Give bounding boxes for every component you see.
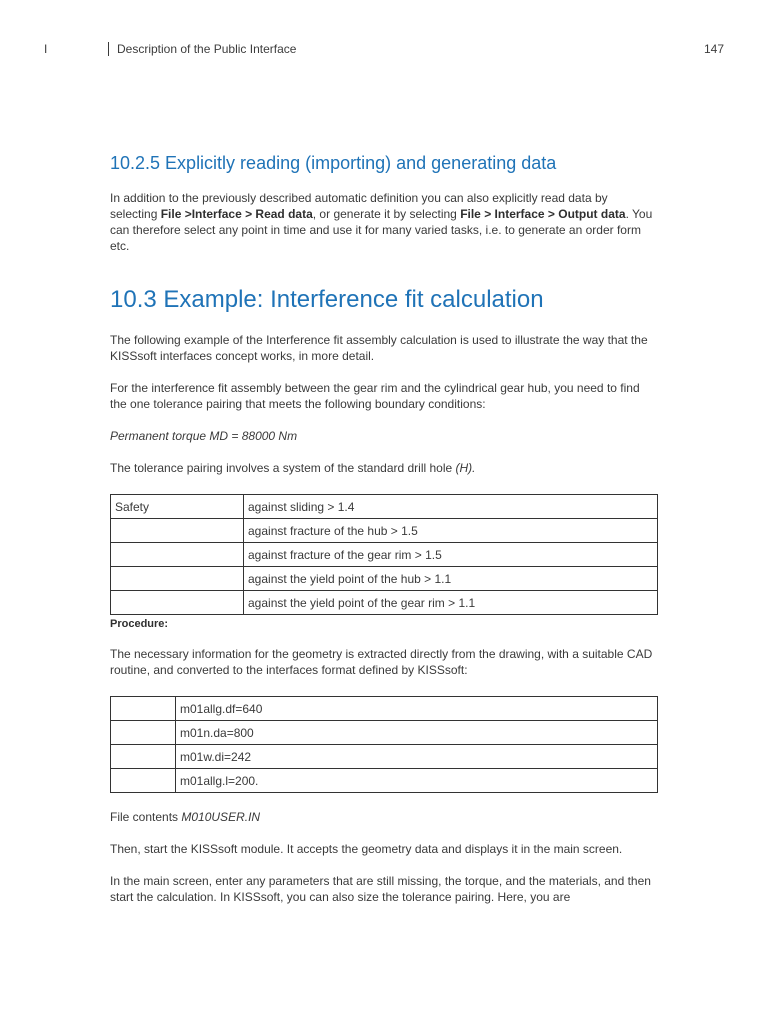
tolerance-text: The tolerance pairing involves a system of the standard drill hole <box>110 461 456 475</box>
tolerance-symbol: (H). <box>455 461 476 475</box>
table-cell <box>111 721 176 745</box>
table-row <box>111 769 658 793</box>
section-103-heading: 10.3 Example: Interference fit calculation <box>110 286 544 313</box>
p1-text-a: In addition to the previously described automatic definition you can also explicitly read data by selecting <box>110 191 608 221</box>
file-contents-line <box>110 809 658 825</box>
table-cell <box>111 697 176 721</box>
table-row <box>111 567 658 591</box>
header-title: Description of the Public Interface <box>117 42 297 56</box>
p1-text-c: , or generate it by selecting <box>312 207 461 221</box>
table-row <box>111 745 658 769</box>
boundary-paragraph: For the interference fit assembly between the gear rim and the cylindrical gear hub, you need to find the one tolerance pairing that meets the following boundary conditions: <box>110 381 640 411</box>
geometry-table <box>110 696 658 793</box>
table-cell: m01w.di=242 <box>176 745 658 769</box>
table-cell: against fracture of the hub > 1.5 <box>244 519 658 543</box>
tolerance-paragraph <box>110 460 658 476</box>
table-cell: against the yield point of the hub > 1.1 <box>244 567 658 591</box>
table-cell <box>111 543 244 567</box>
header-divider <box>108 42 109 56</box>
table-cell: m01n.da=800 <box>176 721 658 745</box>
table-cell <box>111 567 244 591</box>
table-row <box>111 697 658 721</box>
p1-menu-output: File > Interface > Output data <box>460 207 626 221</box>
section-1025-heading: 10.2.5 Explicitly reading (importing) and generating data <box>110 153 557 173</box>
intro-paragraph: The following example of the Interference fit assembly calculation is used to illustrate the way that the KISSsoft interfaces concept works, in more detail. <box>110 333 648 363</box>
table-cell <box>111 769 176 793</box>
geometry-paragraph: The necessary information for the geometry is extracted directly from the drawing, with a suitable CAD routine, and converted to the interfaces format defined by KISSsoft: <box>110 647 653 677</box>
page-content <box>110 150 658 921</box>
table-row <box>111 721 658 745</box>
safety-table <box>110 494 658 615</box>
table-cell: m01allg.df=640 <box>176 697 658 721</box>
table-cell <box>111 591 244 615</box>
torque-line: Permanent torque MD = 88000 Nm <box>110 429 298 443</box>
table-cell: against the yield point of the gear rim > 1.1 <box>244 591 658 615</box>
page-number: 147 <box>703 42 724 56</box>
table-cell: Safety <box>111 495 244 519</box>
start-module-paragraph: Then, start the KISSsoft module. It accepts the geometry data and displays it in the main screen. <box>110 842 623 856</box>
table-row <box>111 519 658 543</box>
table-cell: against fracture of the gear rim > 1.5 <box>244 543 658 567</box>
table-cell <box>111 519 244 543</box>
table-cell <box>111 745 176 769</box>
main-screen-paragraph: In the main screen, enter any parameters that are still missing, the torque, and the materials, and then start the calculation. In KISSsoft, you can also size the tolerance pairing. Here, you are <box>110 874 651 904</box>
page-header <box>0 42 768 58</box>
table-row <box>111 591 658 615</box>
p1-text-e: . You can therefore select any point in time and use it for many varied tasks, i.e. to generate an order form etc. <box>110 207 653 253</box>
file-name: M010USER.IN <box>181 810 261 824</box>
procedure-label: Procedure: <box>110 618 169 630</box>
header-marker: I <box>44 42 48 56</box>
p1-menu-read: File >Interface > Read data <box>160 207 313 221</box>
section-1025-paragraph <box>110 190 658 254</box>
file-contents-label: File contents <box>110 810 182 824</box>
table-row <box>111 543 658 567</box>
table-row <box>111 495 658 519</box>
table-cell: m01allg.l=200. <box>176 769 658 793</box>
table-cell: against sliding > 1.4 <box>244 495 658 519</box>
